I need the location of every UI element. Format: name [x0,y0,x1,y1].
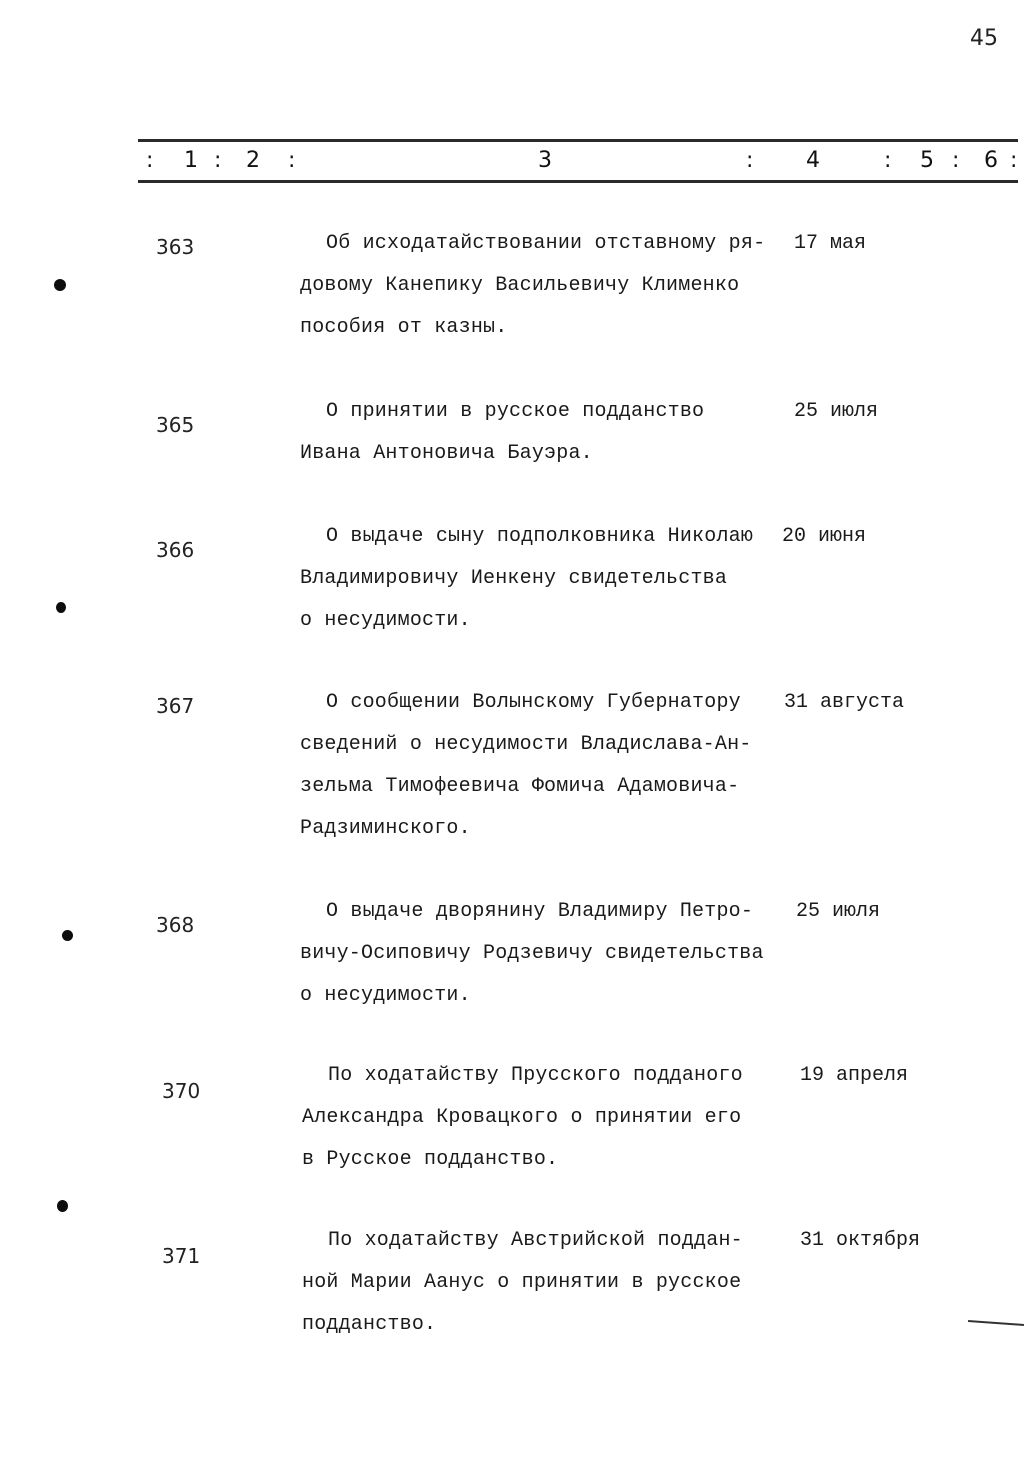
entry-date: 25 июля [794,400,879,423]
column-separator: : [288,148,296,173]
description-line: О принятии в русское подданство [326,400,705,423]
header-top-rule [138,139,1018,142]
entry-description [302,1055,792,1181]
entry-date: 17 мая [794,232,867,255]
column-label-1: 1 [184,148,198,173]
column-label-4: 4 [806,148,820,173]
entry-number: 365 [156,413,195,437]
description-line: Владимировичу Иенкену свидетельства [300,567,728,590]
column-label-2: 2 [246,148,260,173]
description-line: О выдаче дворянину Владимиру Петро- [326,900,754,923]
punch-hole-mark [56,602,66,613]
description-line: в Русское подданство. [302,1148,559,1171]
column-label-3: 3 [538,148,552,173]
description-line: Радзиминского. [300,817,471,840]
page-number: 45 [970,26,998,51]
entry-description [300,223,790,349]
entry-number: 363 [156,235,195,259]
table-column-header [0,148,1024,176]
header-bottom-rule [138,180,1018,183]
entry-date: 25 июля [796,900,881,923]
punch-hole-mark [57,1200,68,1212]
description-line: сведений о несудимости Владислава-Ан- [300,733,752,756]
description-line: О сообщении Волынскому Губернатору [326,691,741,714]
margin-pen-mark [968,1320,1024,1326]
description-line: зельма Тимофеевича Фомича Адамовича- [300,775,740,798]
column-label-6: 6 [984,148,998,173]
punch-hole-mark [62,930,73,941]
entry-number: 366 [156,538,195,562]
punch-hole-mark [54,279,66,291]
entry-number: 367 [156,694,195,718]
column-separator: : [1010,148,1018,173]
description-line: вичу-Осиповичу Родзевичу свидетельства [300,942,764,965]
entry-date: 31 октября [800,1229,921,1252]
entry-date: 20 июня [782,525,867,548]
entry-description [300,682,790,850]
description-line: о несудимости. [300,984,471,1007]
entry-description [300,891,790,1017]
description-line: о несудимости. [300,609,471,632]
description-line: О выдаче сыну подполковника Николаю [326,525,754,548]
entry-number: 371 [162,1244,201,1268]
description-line: подданство. [302,1313,437,1336]
entry-description [302,1220,792,1346]
description-line: Об исходатайствовании отставному ря- [326,232,766,255]
description-line: ной Марии Аанус о принятии в русское [302,1271,742,1294]
entry-number: 368 [156,913,195,937]
entry-date: 31 августа [784,691,905,714]
column-separator: : [746,148,754,173]
entry-description [300,516,790,642]
column-label-5: 5 [920,148,934,173]
entry-number: 370 [162,1079,201,1103]
description-line: довому Канепику Васильевичу Клименко [300,274,740,297]
description-line: пособия от казны. [300,316,508,339]
description-line: Александра Кровацкого о принятии его [302,1106,742,1129]
entry-date: 19 апреля [800,1064,909,1087]
column-separator: : [146,148,154,173]
column-separator: : [884,148,892,173]
description-line: Ивана Антоновича Бауэра. [300,442,593,465]
entry-description [300,391,790,475]
column-separator: : [952,148,960,173]
description-line: По ходатайству Австрийской поддан- [328,1229,743,1252]
description-line: По ходатайству Прусского подданого [328,1064,743,1087]
column-separator: : [214,148,222,173]
